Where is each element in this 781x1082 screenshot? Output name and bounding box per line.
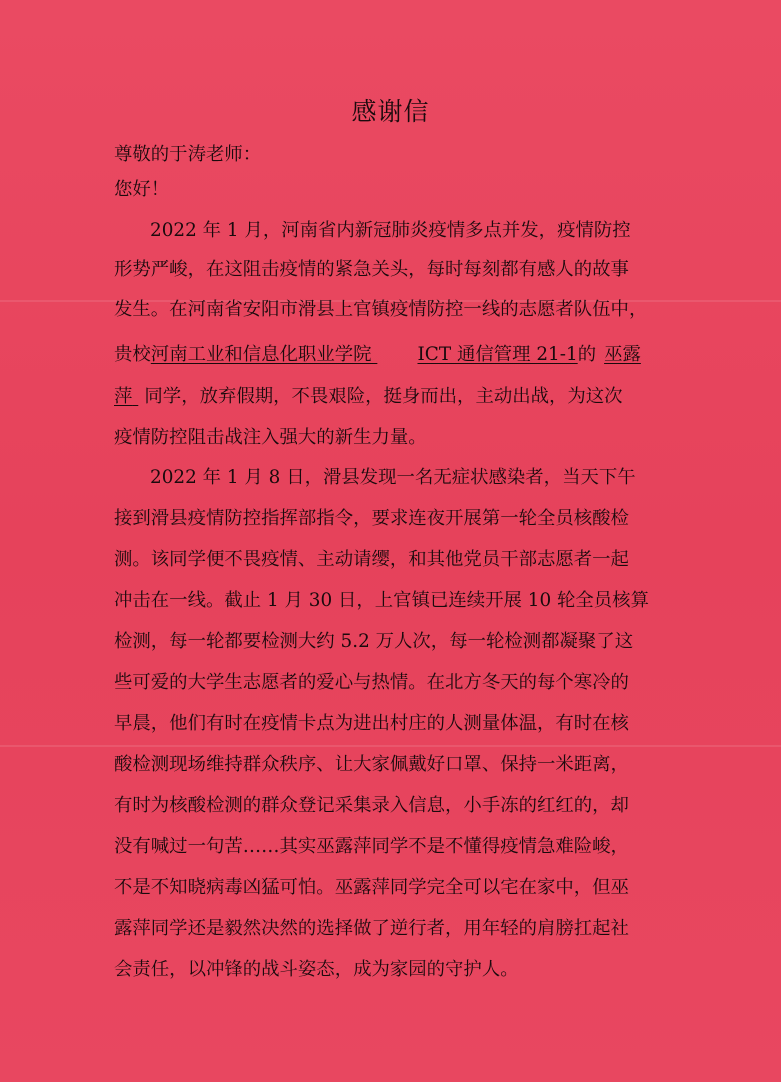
class-name: ICT 通信管理 21-1: [417, 344, 578, 365]
p2-line-5: 检测，每一轮都要检测大约 5.2 万人次，每一轮检测都凝聚了这: [114, 631, 634, 652]
student-name-part1: 巫露: [604, 344, 641, 365]
l4-of: 的: [577, 344, 597, 365]
p1-line-2: 形势严峻，在这阻击疫情的紧急关头，每时每刻都有感人的故事: [114, 259, 629, 280]
p2-line-10: 没有喊过一句苦……其实巫露萍同学不是不懂得疫情急难险峻，: [114, 836, 629, 857]
letter-title: 感谢信: [351, 97, 430, 126]
p2-line-3: 测。该同学便不畏疫情、主动请缨，和其他党员干部志愿者一起: [114, 549, 629, 570]
p2-line-4: 冲击在一线。截止 1 月 30 日，上官镇已连续开展 10 轮全员核算: [114, 590, 649, 611]
p1-line-4: [114, 343, 641, 367]
p1-line-6: 疫情防控阻击战注入强大的新生力量。: [114, 427, 427, 448]
p1-line-1: 2022 年 1 月，河南省内新冠肺炎疫情多点并发，疫情防控: [150, 220, 631, 241]
student-name-part2: 萍: [114, 386, 133, 407]
p2-line-12: 露萍同学还是毅然决然的选择做了逆行者，用年轻的肩膀扛起社: [114, 918, 629, 939]
p1-line-3: 发生。在河南省安阳市滑县上官镇疫情防控一线的志愿者队伍中，: [114, 299, 648, 320]
p2-line-7: 早晨，他们有时在疫情卡点为进出村庄的人测量体温，有时在核: [114, 713, 629, 734]
p2-line-1: 2022 年 1 月 8 日，滑县发现一名无症状感染者，当天下午: [150, 467, 636, 488]
school-name: 河南工业和信息化职业学院: [150, 344, 372, 365]
greeting: 您好！: [114, 179, 170, 200]
blank-underline: [372, 343, 418, 367]
l4-prefix: 贵校: [114, 344, 151, 365]
p1-line-5: [114, 385, 623, 409]
l5-rest: 同学，放弃假期，不畏艰险，挺身而出，主动出战，为这次: [144, 386, 623, 407]
p2-line-8: 酸检测现场维持群众秩序、让大家佩戴好口罩、保持一米距离，: [114, 754, 629, 775]
blank-underline: [132, 385, 144, 409]
p2-line-6: 些可爱的大学生志愿者的爱心与热情。在北方冬天的每个寒冷的: [114, 672, 629, 693]
salutation: 尊敬的于涛老师：: [114, 144, 262, 165]
p2-line-2: 接到滑县疫情防控指挥部指令，要求连夜开展第一轮全员核酸检: [114, 508, 629, 529]
p2-line-13: 会责任，以冲锋的战斗姿态，成为家园的守护人。: [114, 959, 519, 980]
p2-line-9: 有时为核酸检测的群众登记采集录入信息，小手冻的红红的，却: [114, 795, 629, 816]
paper-fold-line: [0, 745, 781, 747]
p2-line-11: 不是不知晓病毒凶猛可怕。巫露萍同学完全可以宅在家中，但巫: [114, 877, 629, 898]
